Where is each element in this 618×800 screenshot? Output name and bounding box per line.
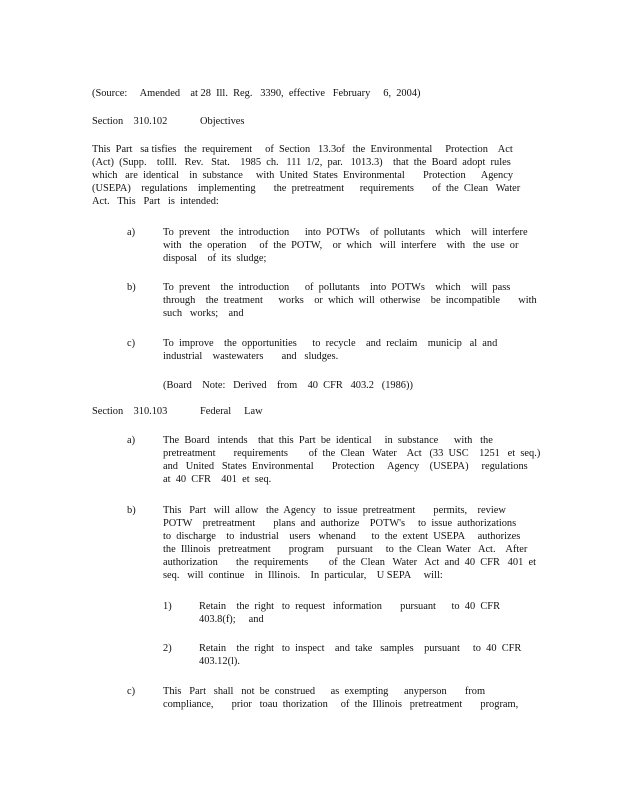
item-line: such works; and (163, 308, 244, 319)
section-310-103-title: Federal Law (200, 406, 263, 417)
item-line: To prevent the introduction into POTWs of pollutants which will interfere (163, 227, 528, 238)
subitem-label: 1) (163, 601, 172, 612)
item-line: POTW pretreatment plans and authorize POTW's to issue authorizations (163, 518, 517, 529)
item-line: industrial wastewaters and sludges. (163, 351, 339, 362)
item-line: pretreatment requirements of the Clean Water Act (33 USC 1251 et seq.) (163, 448, 541, 459)
item-line: To prevent the introduction of pollutants into POTWs which will pass (163, 282, 511, 293)
item-line: through the treatment works or which will otherwise be incompatible with (163, 295, 537, 306)
intro-line: This Part sa tisfies the requirement of Section 13.3of the Environmental Protection Act (92, 144, 513, 155)
subitem-line: 403.8(f); and (199, 614, 264, 625)
item-label: c) (127, 686, 136, 697)
item-line: To improve the opportunities to recycle and reclaim municip al and (163, 338, 498, 349)
item-line: the Illinois pretreatment program pursuant to the Clean Water Act. After (163, 544, 528, 555)
intro-line: Act. This Part is intended: (92, 196, 219, 207)
source-note: (Source: Amended at 28 Ill. Reg. 3390, effective February 6, 2004) (92, 88, 421, 99)
item-line: compliance, prior toau thorization of the Illinois pretreatment program, (163, 699, 519, 710)
intro-line: (USEPA) regulations implementing the pretreatment requirements of the Clean Water (92, 183, 521, 194)
item-line: with the operation of the POTW, or which will interfere with the use or (163, 240, 519, 251)
item-line: The Board intends that this Part be identical in substance with the (163, 435, 493, 446)
subitem-line: Retain the right to inspect and take samples pursuant to 40 CFR (199, 643, 522, 654)
item-line: to discharge to industrial users whenand to the extent USEPA authorizes (163, 531, 521, 542)
item-line: This Part shall not be construed as exempting anyperson from (163, 686, 486, 697)
board-note: (Board Note: Derived from 40 CFR 403.2 (1986)) (163, 380, 413, 391)
intro-line: which are identical in substance with United States Environmental Protection Agency (92, 170, 514, 181)
subitem-line: 403.12(l). (199, 656, 240, 667)
section-310-102-title: Objectives (200, 116, 245, 127)
item-label: c) (127, 338, 136, 349)
item-label: a) (127, 227, 136, 238)
item-line: seq. will continue in Illinois. In particular, U SEPA will: (163, 570, 443, 581)
section-310-102-number: Section 310.102 (92, 116, 168, 127)
subitem-label: 2) (163, 643, 172, 654)
section-310-103-number: Section 310.103 (92, 406, 168, 417)
item-line: and United States Environmental Protection Agency (USEPA) regulations (163, 461, 528, 472)
item-label: b) (127, 282, 136, 293)
item-line: authorization the requirements of the Clean Water Act and 40 CFR 401 et (163, 557, 536, 568)
subitem-line: Retain the right to request information pursuant to 40 CFR (199, 601, 501, 612)
intro-line: (Act) (Supp. toIll. Rev. Stat. 1985 ch. 111 1/2, par. 1013.3) that the Board adopt rules (92, 157, 511, 168)
item-line: disposal of its sludge; (163, 253, 267, 264)
item-label: a) (127, 435, 136, 446)
item-label: b) (127, 505, 136, 516)
item-line: This Part will allow the Agency to issue pretreatment permits, review (163, 505, 506, 516)
item-line: at 40 CFR 401 et seq. (163, 474, 272, 485)
